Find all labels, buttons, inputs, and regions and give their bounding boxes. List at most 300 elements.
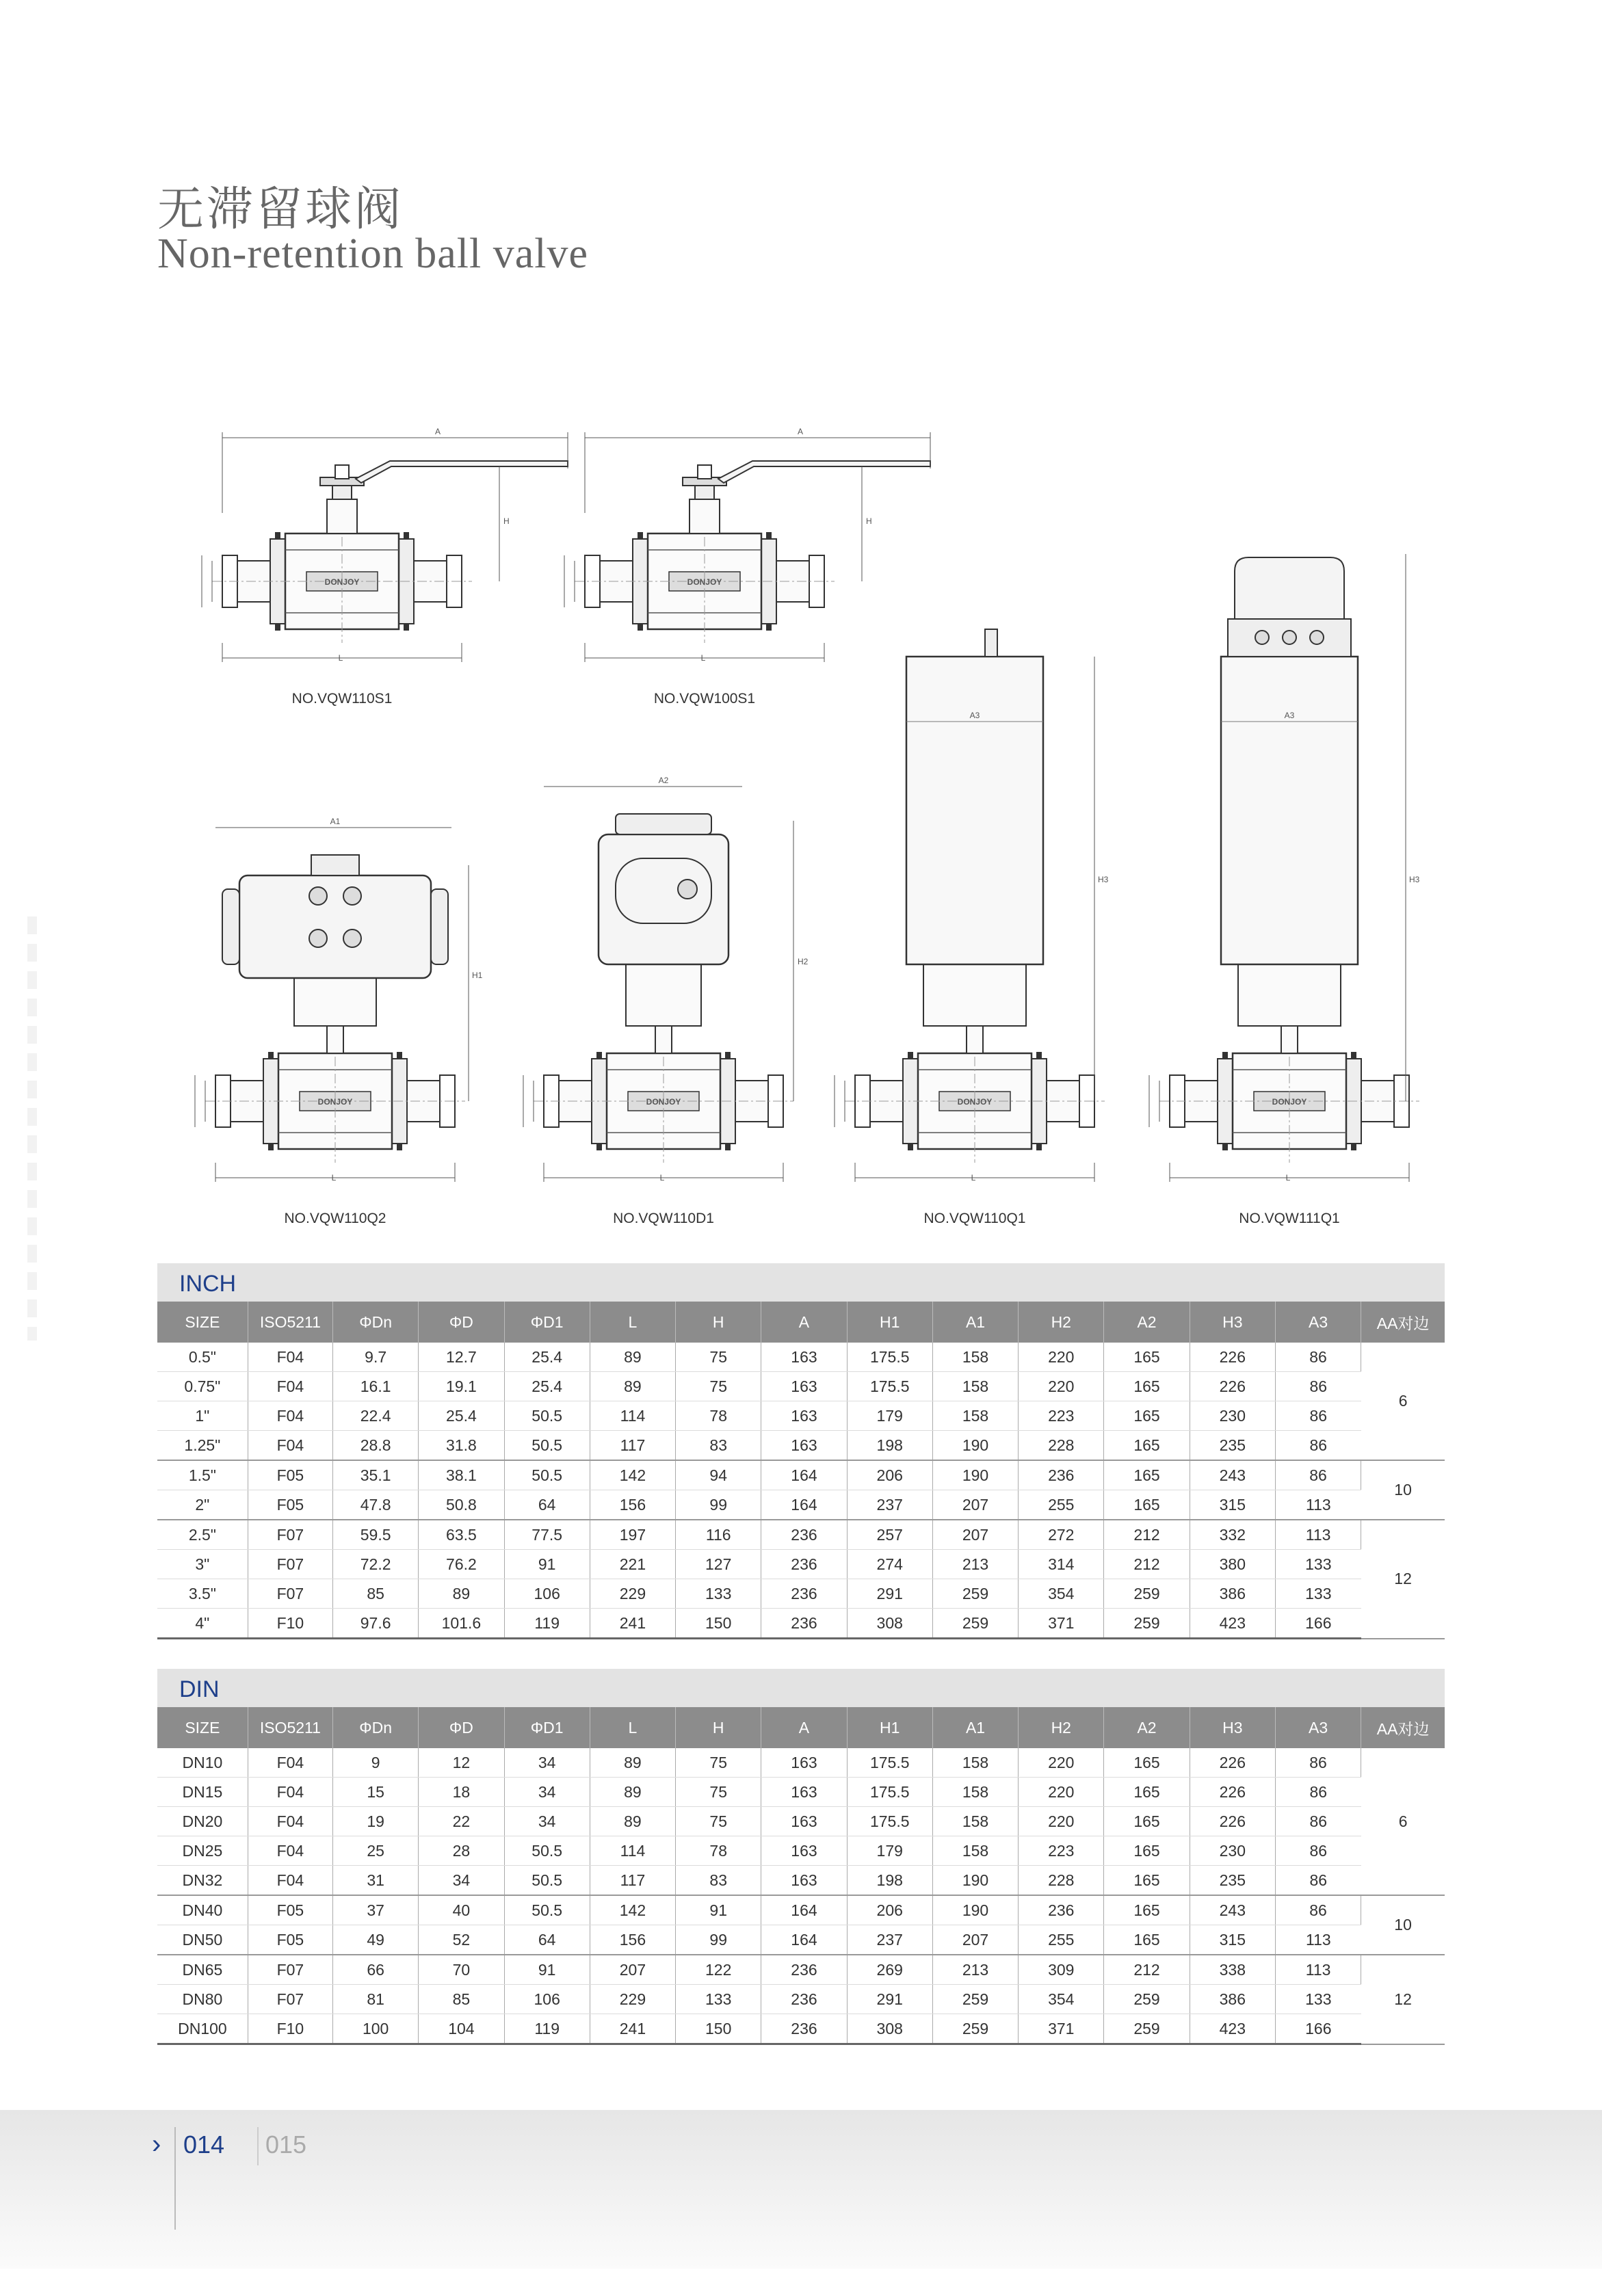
table-cell: 220 bbox=[1019, 1372, 1104, 1401]
table-cell: 158 bbox=[932, 1836, 1018, 1866]
table-cell: 25.4 bbox=[504, 1343, 590, 1372]
table-cell: 165 bbox=[1104, 1748, 1190, 1778]
table-cell: 119 bbox=[504, 2014, 590, 2044]
table-cell: 226 bbox=[1190, 1343, 1275, 1372]
table-cell: 100 bbox=[333, 2014, 419, 2044]
table-cell: 113 bbox=[1275, 1955, 1361, 1985]
din-col-header: A1 bbox=[932, 1707, 1018, 1748]
table-cell: 12 bbox=[419, 1748, 504, 1778]
svg-text:A2: A2 bbox=[658, 776, 669, 785]
din-col-header: A2 bbox=[1104, 1707, 1190, 1748]
model-label-vqw110s1: NO.VQW110S1 bbox=[291, 691, 393, 707]
svg-text:DONJOY: DONJOY bbox=[957, 1097, 993, 1107]
table-cell: 163 bbox=[761, 1748, 847, 1778]
table-cell: 9 bbox=[333, 1748, 419, 1778]
table-cell: 229 bbox=[590, 1985, 675, 2014]
table-cell: 127 bbox=[676, 1550, 761, 1579]
table-cell: F04 bbox=[248, 1343, 332, 1372]
table-cell: DN32 bbox=[157, 1866, 248, 1896]
table-cell: DN15 bbox=[157, 1778, 248, 1807]
table-cell: 86 bbox=[1275, 1431, 1361, 1461]
table-cell: 89 bbox=[419, 1579, 504, 1609]
table-cell: 83 bbox=[676, 1431, 761, 1461]
table-cell: 89 bbox=[590, 1372, 675, 1401]
table-cell: 332 bbox=[1190, 1520, 1275, 1550]
table-cell: 165 bbox=[1104, 1431, 1190, 1461]
table-cell: 212 bbox=[1104, 1520, 1190, 1550]
table-cell: 49 bbox=[333, 1925, 419, 1955]
table-cell: 158 bbox=[932, 1748, 1018, 1778]
model-label-vqw110d1: NO.VQW110D1 bbox=[613, 1211, 714, 1226]
table-cell: 86 bbox=[1275, 1778, 1361, 1807]
table-cell: 75 bbox=[676, 1372, 761, 1401]
table-cell: 235 bbox=[1190, 1866, 1275, 1896]
table-cell: 179 bbox=[847, 1401, 932, 1431]
table-cell: 78 bbox=[676, 1401, 761, 1431]
din-col-header: H1 bbox=[847, 1707, 932, 1748]
table-cell: 423 bbox=[1190, 2014, 1275, 2044]
table-row bbox=[157, 1925, 1445, 1955]
table-row bbox=[157, 1460, 1445, 1490]
table-cell: 163 bbox=[761, 1778, 847, 1807]
table-cell: 89 bbox=[590, 1748, 675, 1778]
table-cell: F05 bbox=[248, 1925, 332, 1955]
table-row bbox=[157, 1836, 1445, 1866]
table-cell: 259 bbox=[932, 1579, 1018, 1609]
din-section-title: DIN bbox=[179, 1676, 220, 1702]
table-cell: 354 bbox=[1019, 1579, 1104, 1609]
table-cell: 386 bbox=[1190, 1985, 1275, 2014]
table-cell: 236 bbox=[761, 1609, 847, 1639]
table-row bbox=[157, 1866, 1445, 1896]
table-cell: F10 bbox=[248, 2014, 332, 2044]
svg-text:A: A bbox=[797, 427, 804, 436]
inch-col-header: ISO5211 bbox=[248, 1302, 332, 1343]
table-cell: 158 bbox=[932, 1401, 1018, 1431]
table-cell: 315 bbox=[1190, 1925, 1275, 1955]
inch-col-header: A2 bbox=[1104, 1302, 1190, 1343]
table-cell: 158 bbox=[932, 1778, 1018, 1807]
svg-text:H: H bbox=[866, 516, 872, 526]
table-cell: 50.8 bbox=[419, 1490, 504, 1520]
svg-text:H: H bbox=[503, 516, 510, 526]
din-col-header: A3 bbox=[1275, 1707, 1361, 1748]
table-cell: 220 bbox=[1019, 1748, 1104, 1778]
svg-text:L: L bbox=[1285, 1173, 1291, 1183]
svg-text:A: A bbox=[434, 427, 441, 436]
table-cell: F04 bbox=[248, 1748, 332, 1778]
inch-col-header: ΦDn bbox=[333, 1302, 419, 1343]
table-cell: 175.5 bbox=[847, 1807, 932, 1836]
model-label-vqw100s1: NO.VQW100S1 bbox=[653, 691, 756, 707]
table-cell: 1" bbox=[157, 1401, 248, 1431]
inch-col-header: ΦD1 bbox=[504, 1302, 590, 1343]
table-cell: 236 bbox=[761, 2014, 847, 2044]
table-cell: 25.4 bbox=[504, 1372, 590, 1401]
table-cell: 86 bbox=[1275, 1836, 1361, 1866]
din-col-header: ΦDn bbox=[333, 1707, 419, 1748]
table-cell: 175.5 bbox=[847, 1778, 932, 1807]
aa-across-flats-cell: 12 bbox=[1361, 1520, 1445, 1639]
table-cell: 50.5 bbox=[504, 1460, 590, 1490]
table-cell: 175.5 bbox=[847, 1343, 932, 1372]
svg-text:DONJOY: DONJOY bbox=[317, 1097, 353, 1107]
table-cell: 86 bbox=[1275, 1895, 1361, 1925]
svg-text:DONJOY: DONJOY bbox=[324, 577, 360, 587]
table-cell: 213 bbox=[932, 1955, 1018, 1985]
table-row bbox=[157, 1778, 1445, 1807]
table-cell: 133 bbox=[1275, 1550, 1361, 1579]
svg-text:DONJOY: DONJOY bbox=[646, 1097, 681, 1107]
aa-across-flats-cell: 10 bbox=[1361, 1895, 1445, 1955]
table-cell: 28.8 bbox=[333, 1431, 419, 1461]
table-cell: 37 bbox=[333, 1895, 419, 1925]
table-cell: 198 bbox=[847, 1866, 932, 1896]
table-cell: F05 bbox=[248, 1895, 332, 1925]
table-cell: 165 bbox=[1104, 1925, 1190, 1955]
table-cell: F07 bbox=[248, 1520, 332, 1550]
table-cell: 259 bbox=[932, 1985, 1018, 2014]
table-cell: 314 bbox=[1019, 1550, 1104, 1579]
table-cell: 315 bbox=[1190, 1490, 1275, 1520]
table-cell: 75 bbox=[676, 1807, 761, 1836]
table-cell: 25.4 bbox=[419, 1401, 504, 1431]
inch-header-row bbox=[157, 1302, 1445, 1343]
table-cell: 164 bbox=[761, 1490, 847, 1520]
table-cell: 165 bbox=[1104, 1343, 1190, 1372]
table-cell: 40 bbox=[419, 1895, 504, 1925]
din-col-header: H2 bbox=[1019, 1707, 1104, 1748]
table-cell: 85 bbox=[333, 1579, 419, 1609]
svg-text:L: L bbox=[331, 1173, 337, 1183]
table-cell: 197 bbox=[590, 1520, 675, 1550]
table-cell: 150 bbox=[676, 2014, 761, 2044]
table-cell: 1.25" bbox=[157, 1431, 248, 1461]
table-cell: 164 bbox=[761, 1925, 847, 1955]
aa-across-flats-cell: 6 bbox=[1361, 1748, 1445, 1895]
svg-text:L: L bbox=[700, 653, 706, 663]
table-cell: 226 bbox=[1190, 1778, 1275, 1807]
table-cell: 371 bbox=[1019, 1609, 1104, 1639]
table-cell: 50.5 bbox=[504, 1866, 590, 1896]
din-section-header bbox=[157, 1669, 1445, 1707]
table-cell: 212 bbox=[1104, 1955, 1190, 1985]
table-cell: F04 bbox=[248, 1431, 332, 1461]
din-col-header: L bbox=[590, 1707, 675, 1748]
table-cell: F04 bbox=[248, 1778, 332, 1807]
table-cell: 236 bbox=[761, 1955, 847, 1985]
table-cell: 175.5 bbox=[847, 1748, 932, 1778]
table-cell: 66 bbox=[333, 1955, 419, 1985]
table-row bbox=[157, 1748, 1445, 1778]
inch-col-header: L bbox=[590, 1302, 675, 1343]
table-cell: 34 bbox=[504, 1748, 590, 1778]
table-cell: 206 bbox=[847, 1460, 932, 1490]
table-cell: 50.5 bbox=[504, 1431, 590, 1461]
table-cell: 3" bbox=[157, 1550, 248, 1579]
din-col-header: ΦD bbox=[419, 1707, 504, 1748]
table-cell: 86 bbox=[1275, 1460, 1361, 1490]
table-cell: 89 bbox=[590, 1343, 675, 1372]
table-cell: 164 bbox=[761, 1460, 847, 1490]
svg-text:A3: A3 bbox=[969, 711, 980, 720]
table-cell: 34 bbox=[419, 1866, 504, 1896]
footer-divider-2 bbox=[257, 2127, 259, 2165]
svg-text:H1: H1 bbox=[472, 971, 483, 980]
table-cell: 223 bbox=[1019, 1401, 1104, 1431]
table-cell: 226 bbox=[1190, 1748, 1275, 1778]
table-cell: 228 bbox=[1019, 1431, 1104, 1461]
current-page-number: 014 bbox=[183, 2130, 225, 2159]
inch-col-header: SIZE bbox=[157, 1302, 248, 1343]
table-cell: 166 bbox=[1275, 2014, 1361, 2044]
table-cell: 259 bbox=[1104, 2014, 1190, 2044]
table-cell: 64 bbox=[504, 1490, 590, 1520]
table-cell: 386 bbox=[1190, 1579, 1275, 1609]
table-cell: DN65 bbox=[157, 1955, 248, 1985]
table-cell: 2.5" bbox=[157, 1520, 248, 1550]
table-cell: 259 bbox=[1104, 1609, 1190, 1639]
table-cell: DN50 bbox=[157, 1925, 248, 1955]
table-cell: 163 bbox=[761, 1866, 847, 1896]
table-cell: 165 bbox=[1104, 1401, 1190, 1431]
table-cell: 165 bbox=[1104, 1895, 1190, 1925]
table-cell: 22.4 bbox=[333, 1401, 419, 1431]
table-cell: 213 bbox=[932, 1550, 1018, 1579]
table-cell: 133 bbox=[676, 1985, 761, 2014]
table-cell: F07 bbox=[248, 1985, 332, 2014]
table-cell: 243 bbox=[1190, 1460, 1275, 1490]
table-cell: 380 bbox=[1190, 1550, 1275, 1579]
table-cell: 190 bbox=[932, 1895, 1018, 1925]
table-cell: 241 bbox=[590, 1609, 675, 1639]
table-cell: 226 bbox=[1190, 1372, 1275, 1401]
table-cell: 86 bbox=[1275, 1401, 1361, 1431]
inch-col-header: H1 bbox=[847, 1302, 932, 1343]
table-cell: 163 bbox=[761, 1343, 847, 1372]
table-row bbox=[157, 1490, 1445, 1520]
table-cell: 18 bbox=[419, 1778, 504, 1807]
svg-text:L: L bbox=[338, 653, 343, 663]
table-cell: 104 bbox=[419, 2014, 504, 2044]
table-row bbox=[157, 1431, 1445, 1461]
table-cell: 190 bbox=[932, 1866, 1018, 1896]
table-cell: 259 bbox=[932, 1609, 1018, 1639]
table-cell: 86 bbox=[1275, 1372, 1361, 1401]
table-cell: 75 bbox=[676, 1748, 761, 1778]
table-cell: 64 bbox=[504, 1925, 590, 1955]
table-cell: 86 bbox=[1275, 1807, 1361, 1836]
table-cell: 175.5 bbox=[847, 1372, 932, 1401]
table-cell: F07 bbox=[248, 1579, 332, 1609]
table-cell: 165 bbox=[1104, 1866, 1190, 1896]
din-col-header: H bbox=[676, 1707, 761, 1748]
table-cell: F07 bbox=[248, 1550, 332, 1579]
valve-drawings bbox=[0, 410, 1602, 1231]
table-cell: 0.5" bbox=[157, 1343, 248, 1372]
table-row bbox=[157, 1807, 1445, 1836]
table-cell: 113 bbox=[1275, 1490, 1361, 1520]
table-cell: 99 bbox=[676, 1490, 761, 1520]
table-cell: 19.1 bbox=[419, 1372, 504, 1401]
table-cell: 163 bbox=[761, 1836, 847, 1866]
din-col-header: SIZE bbox=[157, 1707, 248, 1748]
table-cell: 165 bbox=[1104, 1807, 1190, 1836]
table-cell: 50.5 bbox=[504, 1895, 590, 1925]
table-cell: 165 bbox=[1104, 1490, 1190, 1520]
table-cell: F10 bbox=[248, 1609, 332, 1639]
table-cell: 81 bbox=[333, 1985, 419, 2014]
model-label-vqw111q1: NO.VQW111Q1 bbox=[1239, 1211, 1340, 1226]
page-footer bbox=[0, 2110, 1602, 2269]
svg-text:H3: H3 bbox=[1098, 875, 1109, 884]
din-col-header: H3 bbox=[1190, 1707, 1275, 1748]
table-cell: 75 bbox=[676, 1778, 761, 1807]
table-cell: 133 bbox=[676, 1579, 761, 1609]
table-cell: 4" bbox=[157, 1609, 248, 1639]
table-cell: 221 bbox=[590, 1550, 675, 1579]
table-cell: 86 bbox=[1275, 1343, 1361, 1372]
din-col-header: A bbox=[761, 1707, 847, 1748]
svg-text:L: L bbox=[971, 1173, 976, 1183]
table-cell: 158 bbox=[932, 1372, 1018, 1401]
din-header-row bbox=[157, 1707, 1445, 1748]
table-cell: 38.1 bbox=[419, 1460, 504, 1490]
table-cell: 259 bbox=[932, 2014, 1018, 2044]
table-cell: 114 bbox=[590, 1836, 675, 1866]
table-cell: F04 bbox=[248, 1372, 332, 1401]
table-cell: 35.1 bbox=[333, 1460, 419, 1490]
table-cell: 207 bbox=[932, 1490, 1018, 1520]
table-cell: DN20 bbox=[157, 1807, 248, 1836]
table-cell: 12.7 bbox=[419, 1343, 504, 1372]
table-cell: 0.75" bbox=[157, 1372, 248, 1401]
table-cell: 229 bbox=[590, 1579, 675, 1609]
table-cell: 236 bbox=[761, 1579, 847, 1609]
svg-text:H3: H3 bbox=[1409, 875, 1420, 884]
table-cell: 255 bbox=[1019, 1925, 1104, 1955]
table-cell: 50.5 bbox=[504, 1836, 590, 1866]
table-cell: 89 bbox=[590, 1807, 675, 1836]
table-cell: 165 bbox=[1104, 1460, 1190, 1490]
inch-col-header: ΦD bbox=[419, 1302, 504, 1343]
table-cell: 212 bbox=[1104, 1550, 1190, 1579]
table-cell: DN10 bbox=[157, 1748, 248, 1778]
table-cell: 133 bbox=[1275, 1579, 1361, 1609]
next-page-number: 015 bbox=[265, 2130, 307, 2159]
inch-section-title: INCH bbox=[179, 1271, 237, 1297]
aa-across-flats-cell: 10 bbox=[1361, 1460, 1445, 1520]
table-cell: 101.6 bbox=[419, 1609, 504, 1639]
table-cell: 236 bbox=[761, 1520, 847, 1550]
table-cell: 1.5" bbox=[157, 1460, 248, 1490]
table-cell: 3.5" bbox=[157, 1579, 248, 1609]
table-cell: 83 bbox=[676, 1866, 761, 1896]
table-cell: 34 bbox=[504, 1778, 590, 1807]
table-row bbox=[157, 2014, 1445, 2044]
table-cell: DN25 bbox=[157, 1836, 248, 1866]
table-cell: 99 bbox=[676, 1925, 761, 1955]
table-cell: 236 bbox=[761, 1985, 847, 2014]
table-cell: 309 bbox=[1019, 1955, 1104, 1985]
table-cell: 94 bbox=[676, 1460, 761, 1490]
svg-text:DONJOY: DONJOY bbox=[687, 577, 722, 587]
table-cell: DN40 bbox=[157, 1895, 248, 1925]
table-cell: 274 bbox=[847, 1550, 932, 1579]
page-title-en: Non-retention ball valve bbox=[157, 230, 589, 277]
table-cell: 228 bbox=[1019, 1866, 1104, 1896]
inch-col-header: A bbox=[761, 1302, 847, 1343]
table-cell: 165 bbox=[1104, 1372, 1190, 1401]
table-cell: 75 bbox=[676, 1343, 761, 1372]
aa-across-flats-cell: 6 bbox=[1361, 1343, 1445, 1460]
table-cell: 190 bbox=[932, 1431, 1018, 1461]
table-cell: 85 bbox=[419, 1985, 504, 2014]
table-cell: 269 bbox=[847, 1955, 932, 1985]
table-cell: DN80 bbox=[157, 1985, 248, 2014]
table-cell: 77.5 bbox=[504, 1520, 590, 1550]
table-cell: 423 bbox=[1190, 1609, 1275, 1639]
table-cell: 78 bbox=[676, 1836, 761, 1866]
table-cell: 241 bbox=[590, 2014, 675, 2044]
page-arrow-icon: › bbox=[152, 2129, 161, 2159]
table-cell: F04 bbox=[248, 1401, 332, 1431]
inch-col-header: AA对边 bbox=[1361, 1302, 1445, 1343]
table-cell: 207 bbox=[932, 1520, 1018, 1550]
table-cell: 114 bbox=[590, 1401, 675, 1431]
table-cell: 158 bbox=[932, 1343, 1018, 1372]
table-cell: 113 bbox=[1275, 1925, 1361, 1955]
table-cell: F04 bbox=[248, 1836, 332, 1866]
table-cell: 70 bbox=[419, 1955, 504, 1985]
table-cell: 86 bbox=[1275, 1748, 1361, 1778]
table-cell: 291 bbox=[847, 1579, 932, 1609]
table-cell: 166 bbox=[1275, 1609, 1361, 1639]
table-cell: 76.2 bbox=[419, 1550, 504, 1579]
inch-section-header bbox=[157, 1263, 1445, 1302]
table-cell: F05 bbox=[248, 1490, 332, 1520]
table-cell: 272 bbox=[1019, 1520, 1104, 1550]
table-cell: 291 bbox=[847, 1985, 932, 2014]
table-cell: 117 bbox=[590, 1431, 675, 1461]
table-cell: 34 bbox=[504, 1807, 590, 1836]
aa-across-flats-cell: 12 bbox=[1361, 1955, 1445, 2044]
table-cell: 165 bbox=[1104, 1836, 1190, 1866]
din-col-header: ISO5211 bbox=[248, 1707, 332, 1748]
table-cell: 259 bbox=[1104, 1579, 1190, 1609]
table-row bbox=[157, 1609, 1445, 1639]
table-cell: F04 bbox=[248, 1807, 332, 1836]
table-cell: 207 bbox=[590, 1955, 675, 1985]
inch-col-header: A1 bbox=[932, 1302, 1018, 1343]
table-cell: F07 bbox=[248, 1955, 332, 1985]
table-cell: 230 bbox=[1190, 1836, 1275, 1866]
table-cell: 163 bbox=[761, 1372, 847, 1401]
inch-col-header: H bbox=[676, 1302, 761, 1343]
table-cell: 16.1 bbox=[333, 1372, 419, 1401]
table-cell: 163 bbox=[761, 1807, 847, 1836]
table-cell: 91 bbox=[504, 1955, 590, 1985]
inch-col-header: H3 bbox=[1190, 1302, 1275, 1343]
table-cell: 226 bbox=[1190, 1807, 1275, 1836]
table-cell: 220 bbox=[1019, 1778, 1104, 1807]
inch-col-header: H2 bbox=[1019, 1302, 1104, 1343]
table-cell: 257 bbox=[847, 1520, 932, 1550]
table-cell: 9.7 bbox=[333, 1343, 419, 1372]
table-cell: 338 bbox=[1190, 1955, 1275, 1985]
table-cell: 179 bbox=[847, 1836, 932, 1866]
table-cell: 15 bbox=[333, 1778, 419, 1807]
